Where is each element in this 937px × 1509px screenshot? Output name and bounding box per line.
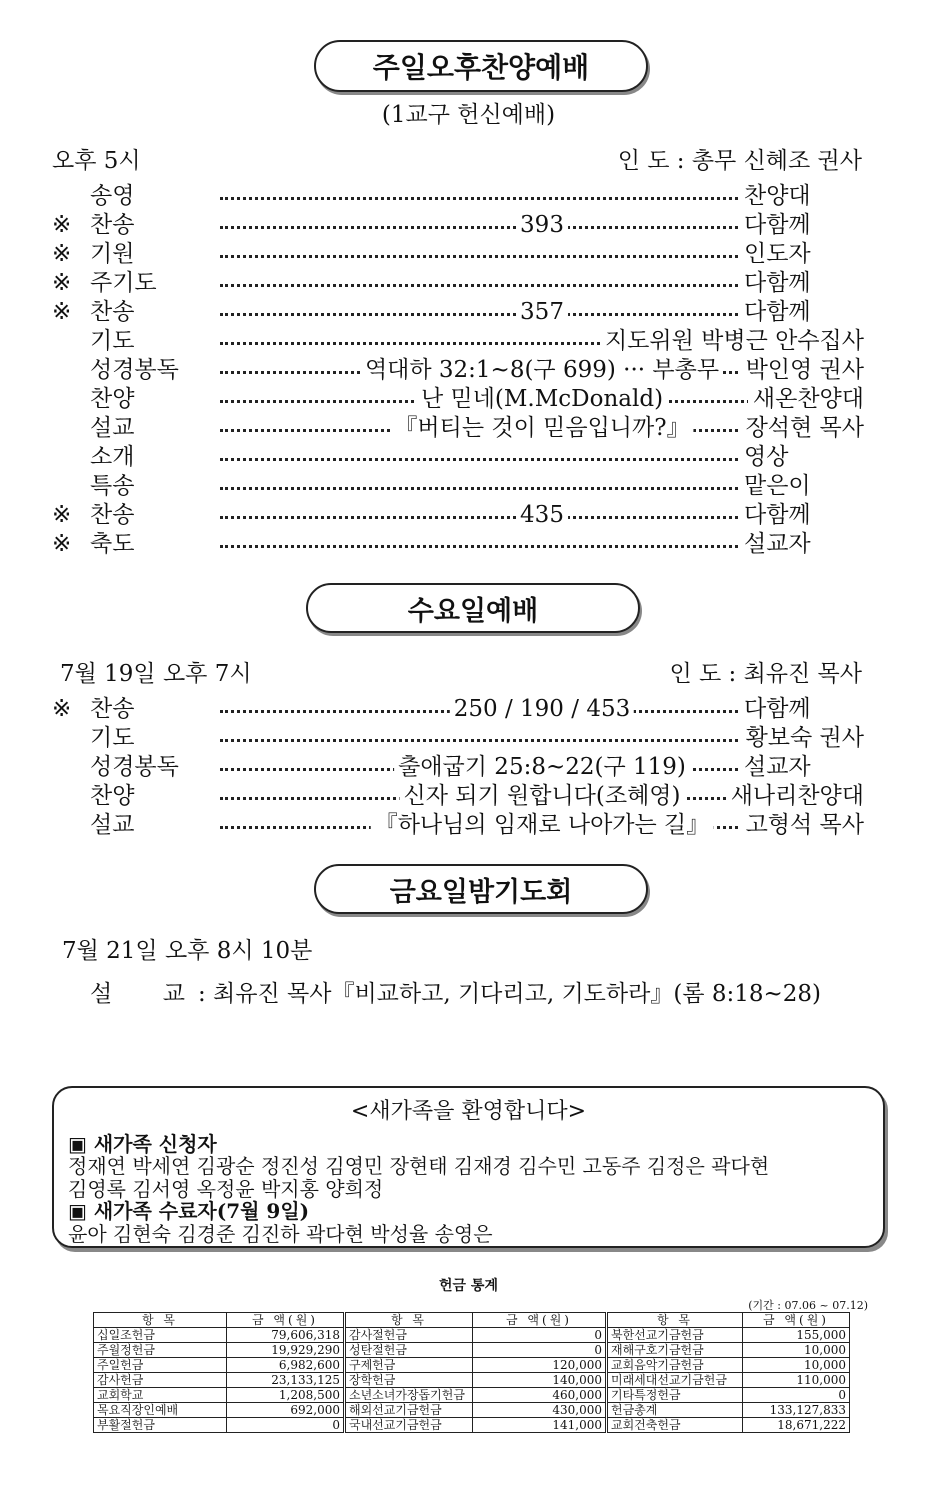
offering-amount: 0 xyxy=(473,1328,607,1343)
leader-dots xyxy=(220,269,864,298)
friday-sermon: : 최유진 목사『비교하고, 기다리고, 기도하라』(롬 8:18~28) xyxy=(198,981,821,1007)
order-row xyxy=(52,327,864,356)
congregation-stand-mark: ※ xyxy=(52,212,72,238)
leader-dots xyxy=(220,414,864,443)
sunday-time: 오후 5시 xyxy=(52,148,141,174)
offering-amount: 19,929,290 xyxy=(227,1343,345,1358)
order-item-label: 송영 xyxy=(90,183,135,209)
sunday-leader: 인 도 : 총무 신혜조 권사 xyxy=(617,148,862,174)
offering-amount: 0 xyxy=(227,1418,345,1433)
order-row xyxy=(52,356,864,385)
order-item-detail: 357 xyxy=(516,298,568,327)
wednesday-order-list xyxy=(52,695,864,840)
applicants-heading: ▣ 새가족 신청자 xyxy=(68,1132,217,1156)
offering-amount: 0 xyxy=(473,1343,607,1358)
offering-amount: 110,000 xyxy=(743,1373,850,1388)
order-item-person: 박인영 권사 xyxy=(741,356,864,385)
wednesday-leader: 인 도 : 최유진 목사 xyxy=(669,661,862,687)
order-item-person: 다함께 xyxy=(739,269,864,298)
offering-row xyxy=(94,1373,850,1388)
offering-amount: 18,671,222 xyxy=(743,1418,850,1433)
offering-item-name: 국내선교기금헌금 xyxy=(345,1418,473,1433)
leader-dots xyxy=(220,811,864,840)
order-row xyxy=(52,385,864,414)
offering-row xyxy=(94,1328,850,1343)
graduates-heading: ▣ 새가족 수료자(7월 9일) xyxy=(68,1199,310,1223)
sunday-subtitle: (1교구 헌신예배) xyxy=(381,102,556,128)
offering-item-name: 해외선교기금헌금 xyxy=(345,1403,473,1418)
order-item-detail: 난 믿네(M.McDonald) xyxy=(417,385,667,414)
order-item-label: 소개 xyxy=(90,444,135,470)
leader-dots xyxy=(220,385,864,414)
offering-amount: 133,127,833 xyxy=(743,1403,850,1418)
order-item-person: 영상 xyxy=(739,443,864,472)
order-row xyxy=(52,472,864,501)
order-item-label: 설교 xyxy=(90,812,135,838)
sunday-order-list xyxy=(52,182,864,559)
order-item-person: 새온찬양대 xyxy=(748,385,864,414)
order-row xyxy=(52,414,864,443)
order-item-label: 특송 xyxy=(90,473,135,499)
order-item-detail: 역대하 32:1~8(구 699) ··· 부총무 xyxy=(361,356,723,385)
order-item-label: 찬송 xyxy=(90,299,135,325)
order-item-label: 주기도 xyxy=(90,270,157,296)
offering-item-name: 부활절헌금 xyxy=(94,1418,227,1433)
leader-dots xyxy=(220,501,864,530)
order-row xyxy=(52,695,864,724)
offering-row xyxy=(94,1388,850,1403)
offering-item-name: 교회음악기금헌금 xyxy=(607,1358,743,1373)
order-row xyxy=(52,298,864,327)
congregation-stand-mark: ※ xyxy=(52,531,72,557)
offering-item-name: 성탄절헌금 xyxy=(345,1343,473,1358)
leader-dots xyxy=(220,182,864,211)
col-item-1: 항 목 xyxy=(94,1313,227,1328)
order-item-label: 찬양 xyxy=(90,386,135,412)
order-item-person: 설교자 xyxy=(739,530,864,559)
sunday-title-banner xyxy=(314,40,648,92)
leader-dots xyxy=(220,472,864,501)
offering-amount: 120,000 xyxy=(473,1358,607,1373)
leader-dots xyxy=(220,530,864,559)
offering-item-name: 장학헌금 xyxy=(345,1373,473,1388)
offering-item-name: 구제헌금 xyxy=(345,1358,473,1373)
order-item-label: 축도 xyxy=(90,531,135,557)
offering-row xyxy=(94,1358,850,1373)
order-item-person: 다함께 xyxy=(739,695,864,724)
order-row xyxy=(52,501,864,530)
order-item-person: 다함께 xyxy=(739,211,864,240)
offering-amount: 0 xyxy=(743,1388,850,1403)
order-item-person: 맡은이 xyxy=(739,472,864,501)
order-row xyxy=(52,443,864,472)
offering-title: 헌금 통계 xyxy=(439,1278,498,1294)
order-item-person: 새나리찬양대 xyxy=(726,782,864,811)
graduates-line: 윤아 김현숙 김경준 김진하 곽다현 박성율 송영은 xyxy=(68,1222,493,1246)
offering-amount: 23,133,125 xyxy=(227,1373,345,1388)
order-row xyxy=(52,811,864,840)
offering-amount: 692,000 xyxy=(227,1403,345,1418)
congregation-stand-mark: ※ xyxy=(52,241,72,267)
order-row xyxy=(52,753,864,782)
new-family-box xyxy=(52,1086,885,1248)
leader-dots xyxy=(220,327,864,356)
new-family-title: <새가족을 환영합니다> xyxy=(350,1099,587,1124)
order-item-detail: 신자 되기 원합니다(조혜영) xyxy=(400,782,685,811)
order-row xyxy=(52,782,864,811)
order-item-person: 인도자 xyxy=(739,240,864,269)
offering-amount: 430,000 xyxy=(473,1403,607,1418)
order-item-person: 다함께 xyxy=(739,501,864,530)
offering-item-name: 주월정헌금 xyxy=(94,1343,227,1358)
order-item-label: 찬송 xyxy=(90,502,135,528)
offering-item-name: 목요직장인예배 xyxy=(94,1403,227,1418)
offering-item-name: 십일조헌금 xyxy=(94,1328,227,1343)
friday-time: 7월 21일 오후 8시 10분 xyxy=(62,938,313,964)
order-item-person: 다함께 xyxy=(739,298,864,327)
order-item-label: 기원 xyxy=(90,241,135,267)
leader-dots xyxy=(220,782,864,811)
offering-item-name: 감사절헌금 xyxy=(345,1328,473,1343)
offering-item-name: 교회학교 xyxy=(94,1388,227,1403)
friday-sermon-label: 설 교 xyxy=(90,981,185,1007)
offering-amount: 1,208,500 xyxy=(227,1388,345,1403)
leader-dots xyxy=(220,298,864,327)
offering-period: (기간 : 07.06 ~ 07.12) xyxy=(748,1299,868,1312)
order-item-label: 찬양 xyxy=(90,783,135,809)
order-row xyxy=(52,182,864,211)
leader-dots xyxy=(220,211,864,240)
col-item-2: 항 목 xyxy=(345,1313,473,1328)
offering-row xyxy=(94,1403,850,1418)
order-item-detail: 393 xyxy=(516,211,568,240)
offering-amount: 141,000 xyxy=(473,1418,607,1433)
offering-item-name: 헌금총계 xyxy=(607,1403,743,1418)
order-item-person: 설교자 xyxy=(739,753,864,782)
applicants-line-2: 김영록 김서영 옥정윤 박지홍 양희정 xyxy=(68,1177,384,1201)
offering-amount: 10,000 xyxy=(743,1358,850,1373)
congregation-stand-mark: ※ xyxy=(52,502,72,528)
wednesday-title: 수요일예배 xyxy=(407,595,539,627)
order-item-person: 장석현 목사 xyxy=(741,414,864,443)
leader-dots xyxy=(220,443,864,472)
order-item-person: 고형석 목사 xyxy=(741,811,864,840)
order-item-detail: 250 / 190 / 453 xyxy=(450,695,634,724)
offering-row xyxy=(94,1343,850,1358)
order-item-detail: 출애굽기 25:8~22(구 119) xyxy=(394,753,690,782)
order-row xyxy=(52,724,864,753)
offering-item-name: 북한선교기금헌금 xyxy=(607,1328,743,1343)
offering-amount: 79,606,318 xyxy=(227,1328,345,1343)
offering-amount: 460,000 xyxy=(473,1388,607,1403)
offering-item-name: 소년소녀가장돕기헌금 xyxy=(345,1388,473,1403)
order-item-person: 지도위원 박병근 안수집사 xyxy=(600,327,864,356)
congregation-stand-mark: ※ xyxy=(52,696,72,722)
leader-dots xyxy=(220,356,864,385)
leader-dots xyxy=(220,753,864,782)
offering-item-name: 감사헌금 xyxy=(94,1373,227,1388)
congregation-stand-mark: ※ xyxy=(52,270,72,296)
col-amount-3: 금 액(원) xyxy=(743,1313,850,1328)
wednesday-title-banner xyxy=(306,583,640,633)
offering-row xyxy=(94,1418,850,1433)
order-item-label: 찬송 xyxy=(90,212,135,238)
order-item-label: 설교 xyxy=(90,415,135,441)
offering-header-row xyxy=(94,1313,850,1328)
sunday-title: 주일오후찬양예배 xyxy=(372,51,590,84)
order-item-detail: 435 xyxy=(516,501,568,530)
col-amount-2: 금 액(원) xyxy=(473,1313,607,1328)
order-item-label: 찬송 xyxy=(90,696,135,722)
order-item-label: 기도 xyxy=(90,725,135,751)
leader-dots xyxy=(220,724,864,753)
offering-amount: 6,982,600 xyxy=(227,1358,345,1373)
order-item-person: 황보숙 권사 xyxy=(741,724,864,753)
order-item-detail: 『하나님의 임재로 나아가는 길』 xyxy=(371,811,714,840)
offering-amount: 155,000 xyxy=(743,1328,850,1343)
order-row xyxy=(52,269,864,298)
order-item-label: 기도 xyxy=(90,328,135,354)
order-row xyxy=(52,530,864,559)
wednesday-time: 7월 19일 오후 7시 xyxy=(60,661,252,687)
friday-title: 금요일밤기도회 xyxy=(389,876,573,908)
offering-item-name: 미래세대선교기금헌금 xyxy=(607,1373,743,1388)
offering-table xyxy=(93,1312,850,1433)
order-item-detail: 『버티는 것이 믿음입니까?』 xyxy=(390,414,693,443)
order-row xyxy=(52,211,864,240)
offering-item-name: 기타특정헌금 xyxy=(607,1388,743,1403)
order-item-person: 찬양대 xyxy=(739,182,864,211)
congregation-stand-mark: ※ xyxy=(52,299,72,325)
order-item-label: 성경봉독 xyxy=(90,357,179,383)
offering-item-name: 주일헌금 xyxy=(94,1358,227,1373)
offering-amount: 140,000 xyxy=(473,1373,607,1388)
applicants-line-1: 정재연 박세연 김광순 정진성 김영민 장현태 김재경 김수민 고동주 김정은 곽다현 xyxy=(68,1154,770,1178)
col-amount-1: 금 액(원) xyxy=(227,1313,345,1328)
col-item-3: 항 목 xyxy=(607,1313,743,1328)
offering-amount: 10,000 xyxy=(743,1343,850,1358)
leader-dots xyxy=(220,695,864,724)
order-row xyxy=(52,240,864,269)
friday-title-banner xyxy=(314,864,648,914)
order-item-label: 성경봉독 xyxy=(90,754,179,780)
offering-item-name: 재해구호기금헌금 xyxy=(607,1343,743,1358)
offering-item-name: 교회건축헌금 xyxy=(607,1418,743,1433)
leader-dots xyxy=(220,240,864,269)
